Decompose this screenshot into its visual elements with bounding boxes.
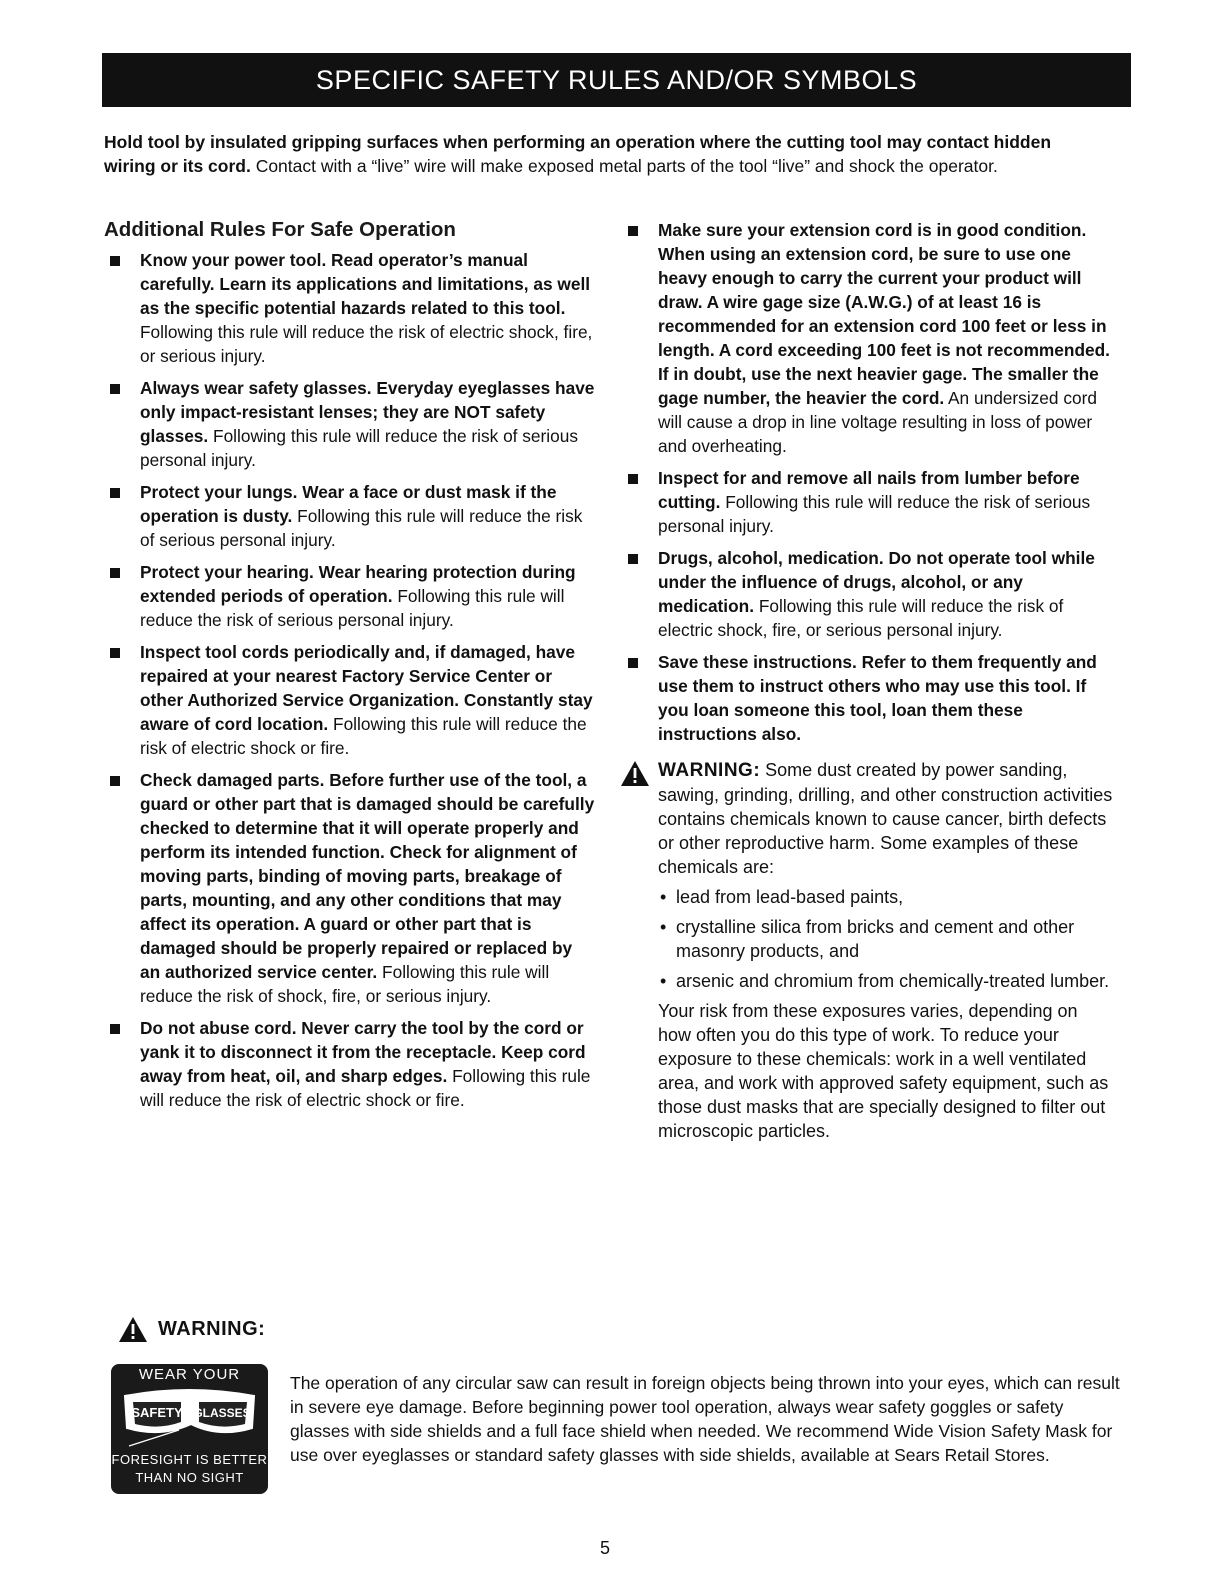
rule-bold: Always wear safety glasses. Everyday eyeglasses have only impact-resistant lenses; they are NOT safety glasses. <box>140 378 595 446</box>
bullet-square-icon <box>110 568 120 578</box>
rule-item <box>622 546 1114 642</box>
bullet-square-icon <box>110 776 120 786</box>
right-column <box>622 218 1114 1143</box>
rule-item <box>104 480 596 552</box>
rule-regular: Following this rule will reduce the risk of serious personal injury. <box>140 426 578 470</box>
list-item: • crystalline silica from bricks and cement and other masonry products, and <box>658 915 1114 963</box>
rule-item <box>104 376 596 472</box>
bullet-square-icon <box>628 226 638 236</box>
rule-item <box>104 768 596 1008</box>
bullet-square-icon <box>110 488 120 498</box>
rule-item <box>622 466 1114 538</box>
list-item: • arsenic and chromium from chemically-treated lumber. <box>658 969 1114 993</box>
rule-regular: Following this rule will reduce the risk of serious personal injury. <box>140 506 583 550</box>
bullet-square-icon <box>110 1024 120 1034</box>
list-item: • lead from lead-based paints, <box>658 885 1114 909</box>
rule-item <box>104 560 596 632</box>
badge-line-2: THAN NO SIGHT <box>135 1470 244 1485</box>
rule-bold: Do not abuse cord. Never carry the tool by the cord or yank it to disconnect it from the receptacle. Keep cord away from heat, oil, and sharp edges. <box>140 1018 586 1086</box>
safety-glasses-badge <box>111 1364 268 1494</box>
rule-regular: An undersized cord will cause a drop in line voltage resulting in loss of power and overheating. <box>658 388 1097 456</box>
section-header <box>102 53 1131 107</box>
bullet-square-icon <box>628 474 638 484</box>
dust-warning <box>622 758 1114 1143</box>
badge-line-1: FORESIGHT IS BETTER <box>111 1452 268 1467</box>
rule-item <box>104 640 596 760</box>
eye-warning-text: The operation of any circular saw can result in foreign objects being thrown into your eyes, which can result in severe eye damage. Before beginning power tool operation, always wear safety goggles or safety glasses with side shields and a full face shield when needed. We recommend Wide Vision Safety Mask for use over eyeglasses or standard safety glasses with side shields, available at Sears Retail Stores. <box>290 1373 1120 1465</box>
eye-warning-label: WARNING: <box>158 1318 266 1340</box>
rule-regular: Following this rule will reduce the risk of shock, fire, or serious injury. <box>140 962 550 1006</box>
rule-bold: Drugs, alcohol, medication. Do not operate tool while under the influence of drugs, alcohol, or any medication. <box>658 548 1095 616</box>
rule-regular: Following this rule will reduce the risk of serious personal injury. <box>658 492 1091 536</box>
dust-warning-closing: Your risk from these exposures varies, depending on how often you do this type of work. To reduce your exposure to these chemicals: work in a well ventilated area, and work with approved safety equipment, such as those dust masks that are specially designed to filter out microscopic particles. <box>658 1001 1109 1141</box>
rule-bold: Inspect for and remove all nails from lumber before cutting. <box>658 468 1080 512</box>
badge-glasses-text: GLASSES <box>193 1406 251 1420</box>
bullet-square-icon <box>110 648 120 658</box>
badge-top-text: WEAR YOUR <box>138 1366 241 1383</box>
page-number: 5 <box>600 1538 611 1558</box>
warning-triangle-icon <box>118 1316 148 1343</box>
bullet-square-icon <box>110 384 120 394</box>
rule-bold: Protect your hearing. Wear hearing protection during extended periods of operation. <box>140 562 576 606</box>
additional-rules-heading: Additional Rules For Safe Operation <box>104 218 456 241</box>
rule-regular: Following this rule will reduce the risk of electric shock or fire. <box>140 1066 591 1110</box>
intro-regular: Contact with a “live” wire will make exposed metal parts of the tool “live” and shock the operator. <box>250 156 998 176</box>
safety-glasses-icon <box>119 1386 260 1448</box>
intro-bold: Hold tool by insulated gripping surfaces when performing an operation where the cutting tool may contact hidden wiring or its cord. <box>104 132 1052 176</box>
rule-item <box>104 248 596 368</box>
rule-item <box>622 218 1114 458</box>
chemical-list <box>658 885 1114 993</box>
rule-regular: Following this rule will reduce the risk of electric shock, fire, or serious personal injury. <box>658 596 1064 640</box>
rule-bold: Check damaged parts. Before further use of the tool, a guard or other part that is damaged should be carefully checked to determine that it will operate properly and perform its intended function. Check for alignment of moving parts, binding of moving parts, breakage of parts, mounting, and any other conditions that may affect its operation. A guard or other part that is damaged should be properly repaired or replaced by an authorized service center. <box>140 770 595 982</box>
bullet-square-icon <box>628 658 638 668</box>
dust-warning-label: WARNING: <box>658 760 761 781</box>
rule-regular: Following this rule will reduce the risk of serious personal injury. <box>140 586 565 630</box>
rule-regular: Following this rule will reduce the risk of electric shock or fire. <box>140 714 587 758</box>
eye-warning-heading <box>118 1316 265 1343</box>
bullet-square-icon <box>628 554 638 564</box>
rule-bold: Inspect tool cords periodically and, if damaged, have repaired at your nearest Factory Service Center or other Authorized Service Organization. Constantly stay aware of cord location. <box>140 642 593 734</box>
left-column <box>104 218 596 1120</box>
dust-warning-text: Some dust created by power sanding, sawing, grinding, drilling, and other construction activities contains chemicals known to cause cancer, birth defects or other reproductive harm. Some examples of these chemicals are: <box>658 760 1113 877</box>
intro-paragraph <box>104 130 1094 178</box>
warning-triangle-icon <box>620 760 650 787</box>
badge-safety-text: SAFETY <box>131 1405 183 1420</box>
rule-item <box>104 1016 596 1112</box>
rule-bold: Save these instructions. Refer to them frequently and use them to instruct others who may use this tool. If you loan someone this tool, loan them these instructions also. <box>658 652 1097 744</box>
bullet-square-icon <box>110 256 120 266</box>
rule-bold: Protect your lungs. Wear a face or dust mask if the operation is dusty. <box>140 482 557 526</box>
section-title: SPECIFIC SAFETY RULES AND/OR SYMBOLS <box>315 64 918 95</box>
rule-bold: Make sure your extension cord is in good condition. When using an extension cord, be sure to use one heavy enough to carry the current your product will draw. A wire gage size (A.W.G.) of at least 16 is recommended for an extension cord 100 feet or less in length. A cord exceeding 100 feet is not recommended. If in doubt, use the next heavier gage. The smaller the gage number, the heavier the cord. <box>658 220 1110 408</box>
rule-bold: Know your power tool. Read operator’s manual carefully. Learn its applications and limitations, as well as the specific potential hazards related to this tool. <box>140 250 591 318</box>
rule-regular: Following this rule will reduce the risk of electric shock, fire, or serious injury. <box>140 322 593 366</box>
rule-item <box>622 650 1114 746</box>
